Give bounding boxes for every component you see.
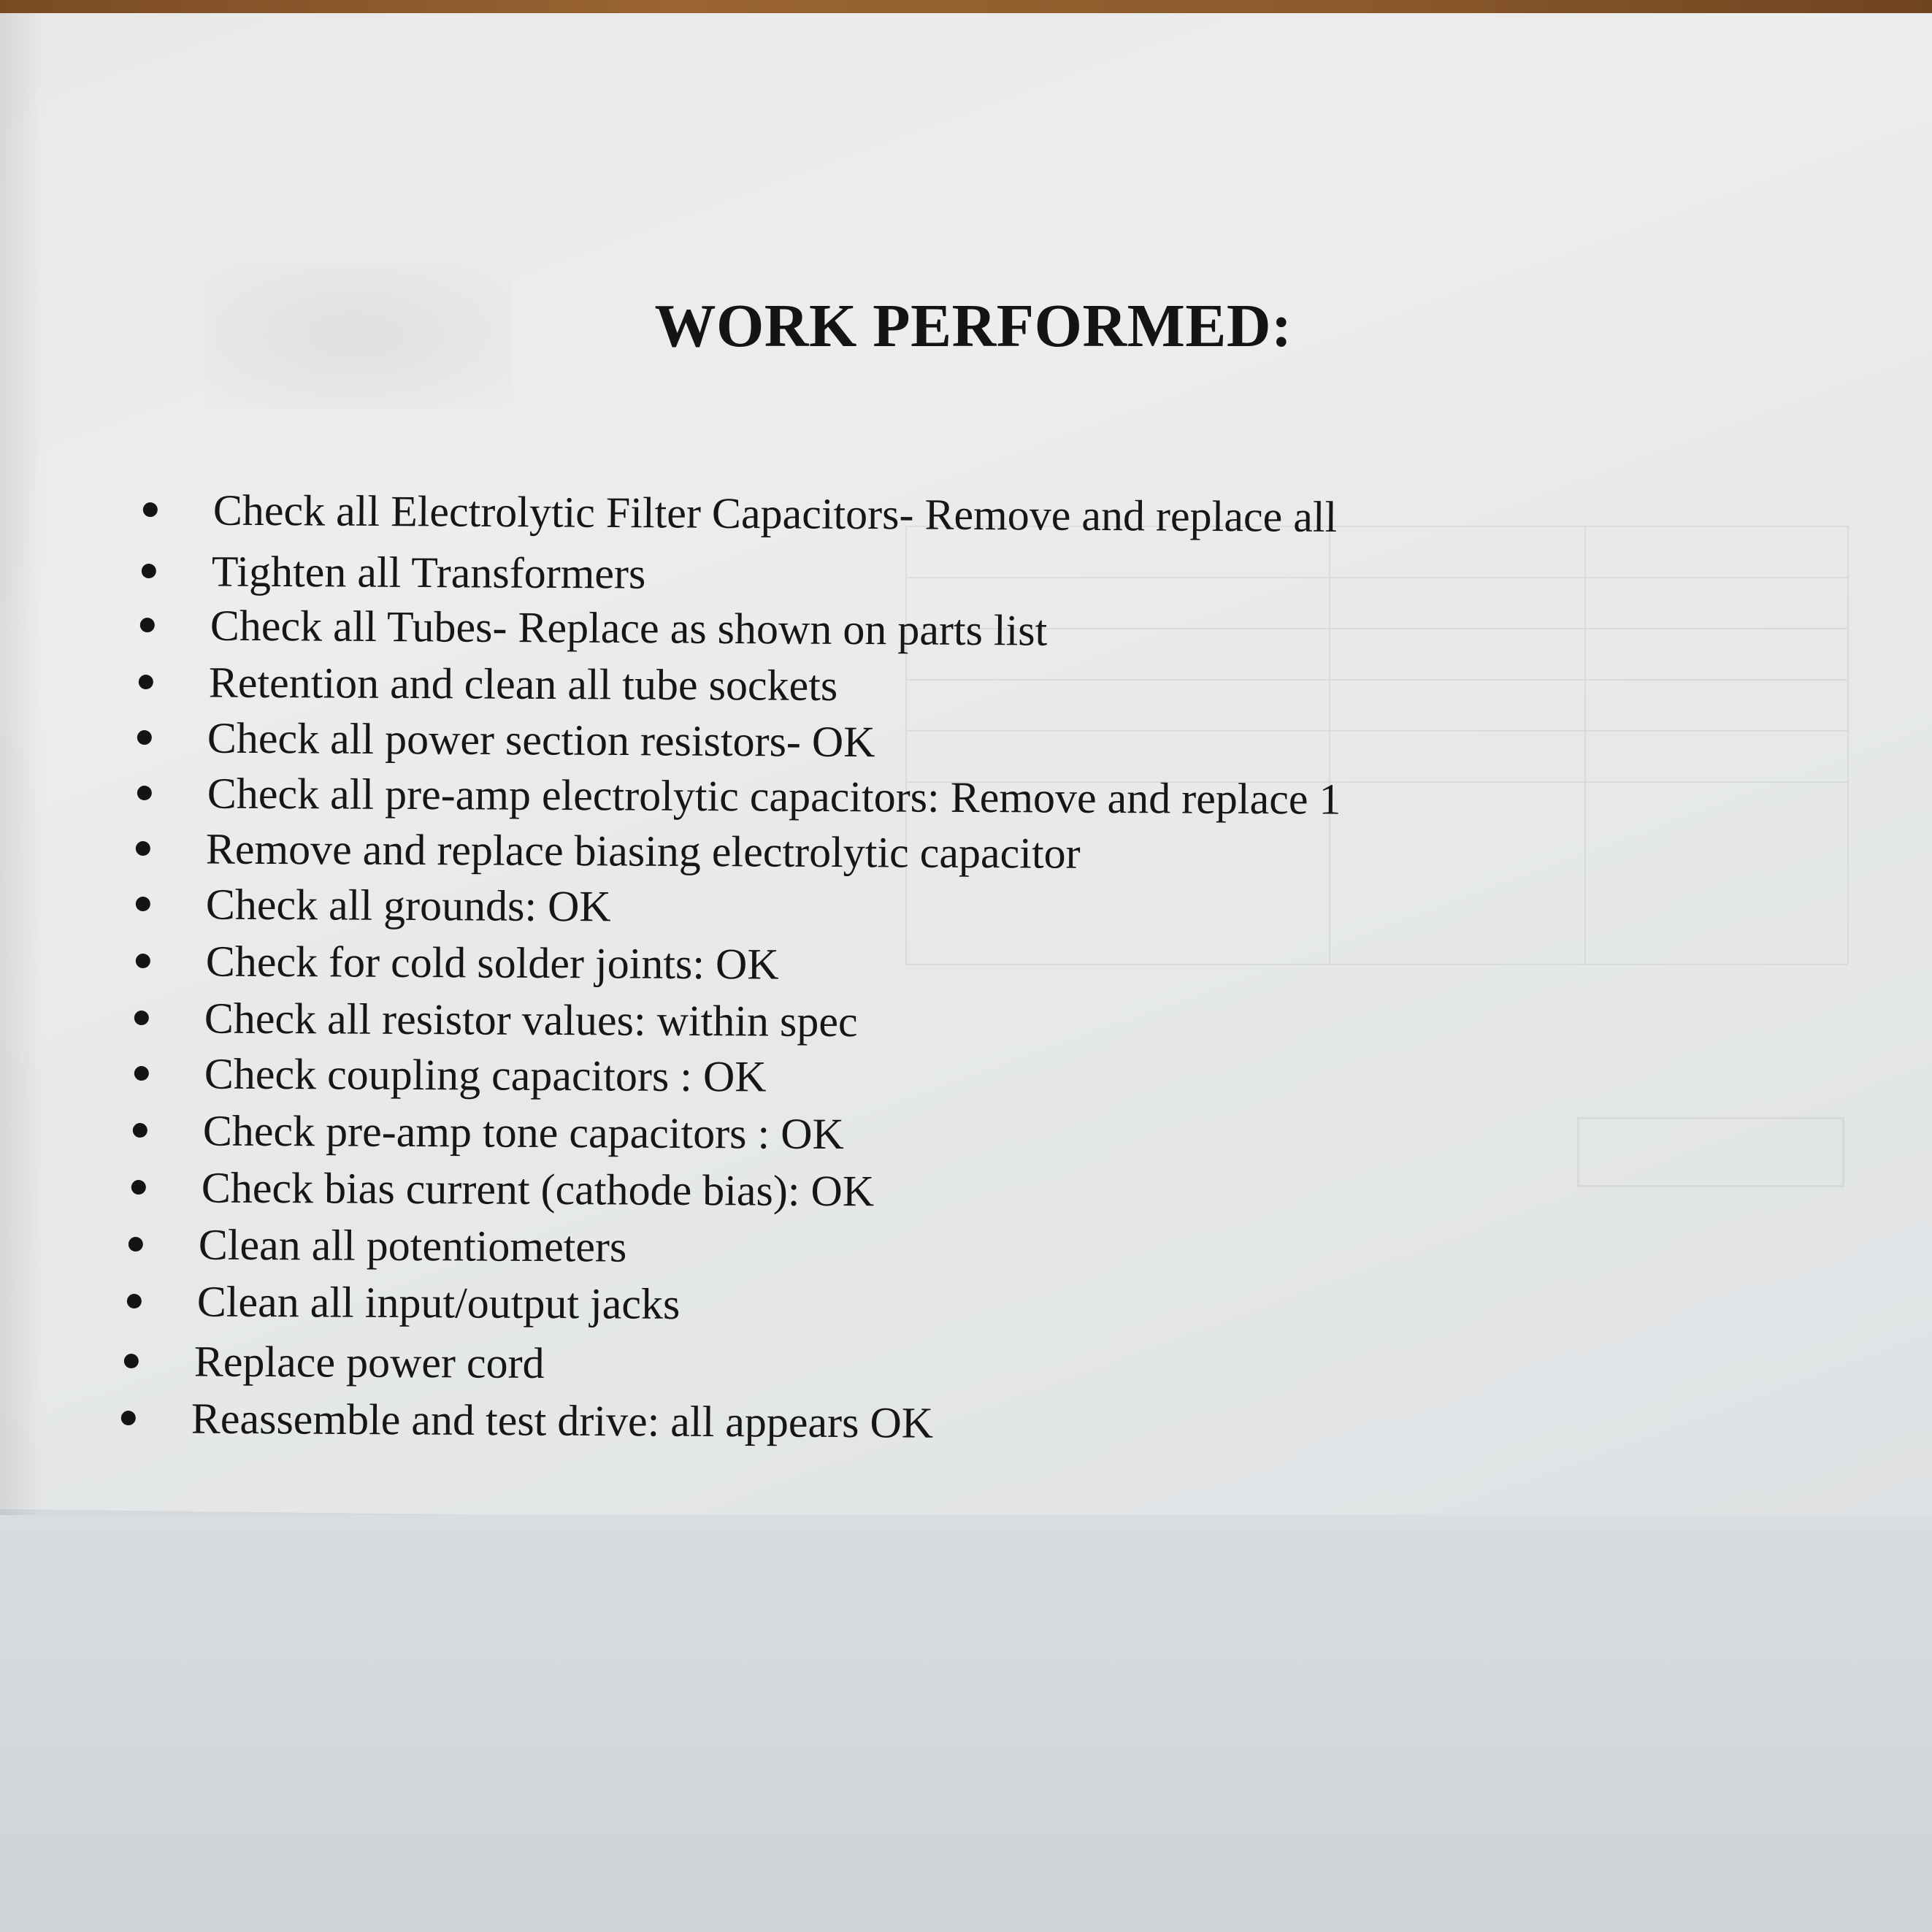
list-item-text: Check all resistor values: within spec [204,994,858,1046]
bullet-icon [131,1180,146,1195]
bullet-icon [137,786,152,800]
list-item-text: Clean all potentiometers [198,1220,627,1271]
list-item-text: Replace power cord [193,1337,545,1388]
list-item-text: Check all grounds: OK [205,880,611,931]
bullet-icon [139,675,153,689]
list-item-text: Check for cold solder joints: OK [205,937,779,989]
list-item-text: Check bias current (cathode bias): OK [201,1163,875,1216]
bullet-icon [129,1237,143,1251]
list-item-text: Retention and clean all tube sockets [208,658,838,710]
bullet-icon [142,564,156,578]
page-title: WORK PERFORMED: [654,292,1292,360]
bullet-icon [134,1066,149,1081]
bullet-icon [136,897,150,911]
list-item-text: Reassemble and test drive: all appears OK [191,1394,934,1447]
bullet-icon [127,1294,142,1308]
list-item-text: Check all Electrolytic Filter Capacitors- Remove and replace all [212,486,1338,541]
list-item-text: Check all power section resistors- OK [207,713,875,767]
list-item-text: Check all pre-amp electrolytic capacitors: Remove and replace 1 [207,769,1341,824]
bullet-icon [134,1011,149,1025]
list-item-text: Clean all input/output jacks [196,1277,681,1328]
list-item-text: Check pre-amp tone capacitors : OK [202,1106,845,1159]
bullet-icon [136,954,150,968]
bullet-icon [137,730,152,745]
bullet-icon [133,1123,147,1138]
bullet-icon [124,1354,139,1368]
bullet-icon [121,1411,136,1425]
bullet-icon [136,841,150,856]
list-item-text: Tighten all Transformers [211,547,646,598]
list-item-text: Remove and replace biasing electrolytic capacitor [205,824,1081,878]
bullet-icon [143,502,158,517]
list-item-text: Check coupling capacitors : OK [204,1049,767,1101]
list-item-text: Check all Tubes- Replace as shown on parts list [210,601,1048,655]
bullet-icon [140,618,155,632]
